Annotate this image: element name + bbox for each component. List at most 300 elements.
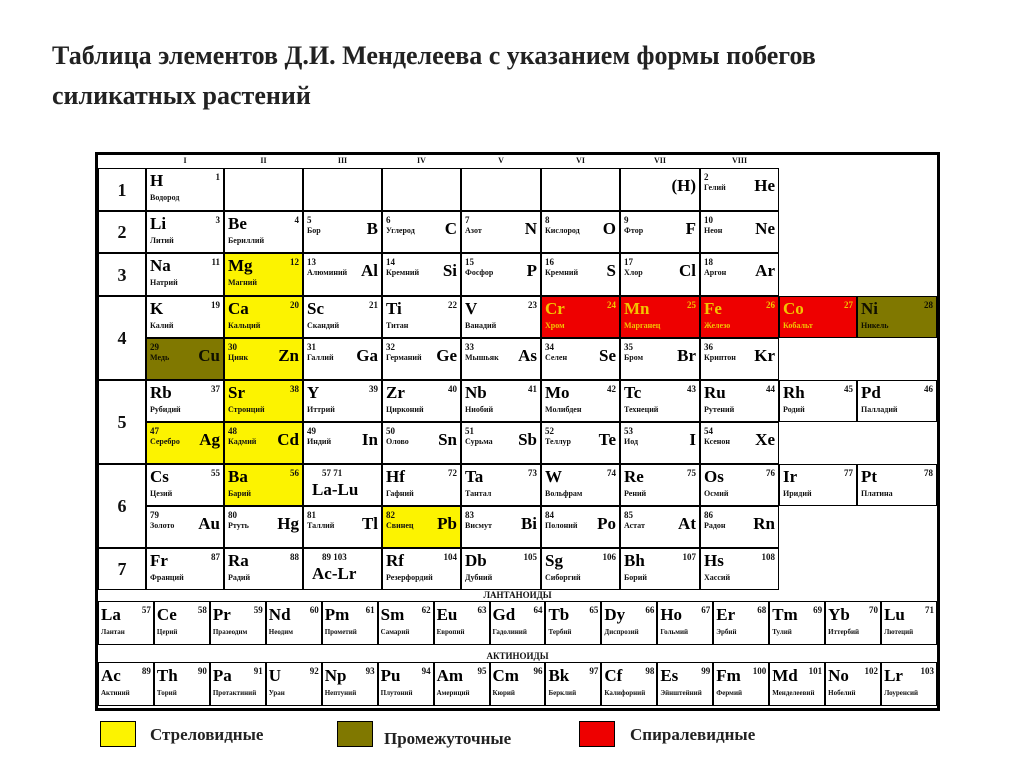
element-name: Аргон [704, 268, 727, 277]
atomic-number: 32 [386, 342, 395, 352]
atomic-number: 1 [215, 172, 220, 182]
element-name: Хассий [704, 573, 731, 582]
element-name: Радон [704, 521, 726, 530]
element-symbol: Ac [101, 666, 121, 685]
atomic-number: 69 [813, 605, 823, 615]
element-cell-ba[interactable] [224, 464, 303, 506]
f-element-cell-dy[interactable] [601, 601, 657, 645]
f-element-cell-lr[interactable] [881, 662, 937, 706]
element-cell-i[interactable] [620, 422, 700, 464]
element-name: Висмут [465, 521, 492, 530]
atomic-number: 16 [545, 257, 554, 267]
element-symbol: Cf [604, 666, 623, 685]
f-element-cell-am[interactable] [434, 662, 490, 706]
atomic-number: 33 [465, 342, 474, 352]
element-cell-li[interactable] [146, 211, 224, 253]
element-cell-at[interactable] [620, 506, 700, 548]
atomic-number: 99 [701, 666, 711, 676]
atomic-number: 89 103 [322, 552, 347, 562]
f-element-cell-yb[interactable] [825, 601, 881, 645]
element-name: Кремний [545, 268, 579, 277]
f-element-cell-ho[interactable] [657, 601, 713, 645]
element-symbol: Ce [156, 605, 177, 624]
element-cell-o[interactable] [541, 211, 620, 253]
element-symbol: Kr [754, 346, 775, 365]
atomic-number: 94 [421, 666, 431, 676]
atomic-number: 10 [704, 215, 713, 225]
element-name: Лютеций [884, 628, 914, 636]
element-symbol: O [602, 219, 616, 238]
element-cell-zn[interactable] [224, 338, 303, 380]
atomic-number: 76 [766, 468, 775, 478]
element-symbol: Gd [492, 605, 516, 624]
atomic-number: 80 [228, 510, 237, 520]
element-name: Мышьяк [465, 353, 499, 362]
group-header-1: I [183, 156, 187, 165]
element-symbol: Mo [545, 383, 570, 402]
element-cell-xe[interactable] [700, 422, 779, 464]
element-symbol: K [150, 299, 164, 318]
element-symbol: Dy [604, 605, 626, 624]
atomic-number: 11 [211, 257, 220, 267]
atomic-number: 45 [844, 384, 853, 394]
element-cell-cs[interactable] [146, 464, 224, 506]
atomic-number: 49 [307, 426, 316, 436]
element-symbol: Sg [545, 551, 563, 570]
element-name: Свинец [386, 521, 414, 530]
element-cell-tc[interactable] [620, 380, 700, 422]
element-name: Олово [386, 437, 409, 446]
atomic-number: 31 [307, 342, 316, 352]
f-element-cell-pa[interactable] [210, 662, 266, 706]
atomic-number: 52 [545, 426, 554, 436]
legend-label-olive: Промежуточные [384, 729, 512, 748]
element-cell-br[interactable] [620, 338, 700, 380]
element-symbol: Er [716, 605, 736, 624]
element-name: Кислород [545, 226, 580, 235]
element-symbol: Sr [228, 383, 245, 402]
element-cell-ra[interactable] [224, 548, 303, 590]
element-symbol: Pr [212, 605, 231, 624]
element-symbol: Np [324, 666, 347, 685]
element-name: Вольфрам [545, 489, 583, 498]
atomic-number: 74 [607, 468, 616, 478]
group-header-3: III [337, 156, 348, 165]
element-cell-pd[interactable] [857, 380, 937, 422]
element-name: Прометий [324, 628, 357, 636]
element-symbol: Cs [150, 467, 169, 486]
period-number-2: 2 [117, 222, 127, 242]
f-element-cell-pr[interactable] [210, 601, 266, 645]
atomic-number: 56 [290, 468, 299, 478]
element-cell-co[interactable] [779, 296, 857, 338]
element-cell-ne[interactable] [700, 211, 779, 253]
element-cell-pb[interactable] [382, 506, 461, 548]
element-symbol: Ba [228, 467, 248, 486]
element-name: Лоуренсий [884, 689, 919, 697]
element-cell-cu[interactable] [146, 338, 224, 380]
element-symbol: Li [150, 214, 167, 233]
element-cell-te[interactable] [541, 422, 620, 464]
f-element-cell-ac[interactable] [98, 662, 154, 706]
element-cell-ir[interactable] [779, 464, 857, 506]
element-cell-sr[interactable] [224, 380, 303, 422]
element-name: Резерфордий [386, 573, 433, 582]
element-name: Рутений [704, 405, 735, 414]
f-element-cell-u[interactable] [266, 662, 322, 706]
element-cell-(h)[interactable] [620, 168, 700, 211]
element-symbol: Cl [679, 261, 696, 280]
element-cell-zr[interactable] [382, 380, 461, 422]
element-cell-fr[interactable] [146, 548, 224, 590]
element-symbol: Cr [545, 299, 565, 318]
element-name: Гелий [704, 183, 726, 192]
element-symbol: Db [465, 551, 487, 570]
element-name: Гольмий [660, 628, 689, 636]
element-cell-hf[interactable] [382, 464, 461, 506]
atomic-number: 46 [924, 384, 933, 394]
element-name: Кобальт [783, 321, 813, 330]
element-cell-w[interactable] [541, 464, 620, 506]
element-cell-tl[interactable] [303, 506, 382, 548]
atomic-number: 8 [545, 215, 550, 225]
element-symbol: Rf [386, 551, 404, 570]
element-name: Теллур [545, 437, 572, 446]
legend-swatch-red [579, 721, 615, 747]
element-cell-bi[interactable] [461, 506, 541, 548]
element-cell-ar[interactable] [700, 253, 779, 296]
atomic-number: 23 [528, 300, 537, 310]
element-name: Кюрий [492, 689, 515, 697]
element-symbol: F [685, 219, 696, 238]
element-symbol: Sb [518, 430, 537, 449]
element-cell-hs[interactable] [700, 548, 779, 590]
element-symbol: Br [677, 346, 696, 365]
element-cell-as[interactable] [461, 338, 541, 380]
element-symbol: Lr [884, 666, 903, 685]
element-name: Ванадий [465, 321, 497, 330]
atomic-number: 27 [844, 300, 853, 310]
atomic-number: 36 [704, 342, 713, 352]
f-element-cell-md[interactable] [769, 662, 825, 706]
element-cell-al[interactable] [303, 253, 382, 296]
element-cell-mn[interactable] [620, 296, 700, 338]
element-cell-ag[interactable] [146, 422, 224, 464]
element-cell-sb[interactable] [461, 422, 541, 464]
element-symbol: Pd [861, 383, 881, 402]
element-name: Нобелий [828, 689, 856, 697]
atomic-number: 66 [645, 605, 655, 615]
element-cell-ga[interactable] [303, 338, 382, 380]
element-cell-rf[interactable] [382, 548, 461, 590]
element-name: Платина [861, 489, 893, 498]
atomic-number: 108 [761, 552, 775, 562]
f-element-cell-th[interactable] [154, 662, 210, 706]
f-element-cell-tb[interactable] [545, 601, 601, 645]
atomic-number: 75 [687, 468, 696, 478]
element-cell-v[interactable] [461, 296, 541, 338]
element-name: Никель [861, 321, 889, 330]
element-name: Диспрозий [604, 628, 639, 636]
element-name: Магний [228, 278, 258, 287]
element-symbol: As [518, 346, 537, 365]
atomic-number: 89 [141, 666, 151, 676]
element-cell-os[interactable] [700, 464, 779, 506]
atomic-number: 26 [766, 300, 775, 310]
atomic-number: 95 [477, 666, 487, 676]
element-symbol: P [526, 261, 537, 280]
element-cell-ge[interactable] [382, 338, 461, 380]
element-cell-ca[interactable] [224, 296, 303, 338]
element-cell-c[interactable] [382, 211, 461, 253]
element-cell-rb[interactable] [146, 380, 224, 422]
element-name: Неон [704, 226, 723, 235]
f-element-cell-eu[interactable] [434, 601, 490, 645]
element-name: Хром [545, 321, 565, 330]
element-symbol: Ti [386, 299, 402, 318]
atomic-number: 37 [211, 384, 220, 394]
f-element-cell-no[interactable] [825, 662, 881, 706]
atomic-number: 3 [215, 215, 220, 225]
atomic-number: 57 [141, 605, 151, 615]
f-element-cell-pm[interactable] [322, 601, 378, 645]
atomic-number: 21 [369, 300, 378, 310]
element-name: Европий [436, 628, 465, 636]
group-header-6: VI [576, 156, 585, 165]
period-number-4: 4 [117, 328, 127, 348]
element-cell-mg[interactable] [224, 253, 303, 296]
element-cell-he[interactable] [700, 168, 779, 211]
atomic-number: 84 [545, 510, 554, 520]
atomic-number: 47 [150, 426, 159, 436]
element-name: Бром [624, 353, 644, 362]
element-name: Ксенон [704, 437, 731, 446]
atomic-number: 53 [624, 426, 633, 436]
atomic-number: 59 [253, 605, 263, 615]
atomic-number: 5 [307, 215, 312, 225]
element-cell-in[interactable] [303, 422, 382, 464]
element-cell-s[interactable] [541, 253, 620, 296]
element-name: Полоний [545, 521, 578, 530]
element-cell-la-lu[interactable] [303, 464, 382, 506]
atomic-number: 35 [624, 342, 633, 352]
atomic-number: 88 [290, 552, 299, 562]
element-cell-ru[interactable] [700, 380, 779, 422]
element-symbol: Nb [465, 383, 487, 402]
element-cell-sn[interactable] [382, 422, 461, 464]
element-cell-n[interactable] [461, 211, 541, 253]
element-cell-hg[interactable] [224, 506, 303, 548]
element-cell-sg[interactable] [541, 548, 620, 590]
element-symbol: Cu [198, 346, 220, 365]
element-name: Бериллий [228, 236, 265, 245]
element-symbol: Eu [436, 605, 458, 624]
element-name: Дубний [465, 573, 493, 582]
element-cell-cr[interactable] [541, 296, 620, 338]
element-symbol: Tm [772, 605, 798, 624]
atomic-number: 48 [228, 426, 237, 436]
f-element-cell-cf[interactable] [601, 662, 657, 706]
element-name: Медь [150, 353, 170, 362]
atomic-number: 102 [864, 666, 879, 676]
element-symbol: Po [597, 514, 616, 533]
f-element-cell-cm[interactable] [490, 662, 546, 706]
element-name: Уран [268, 689, 285, 697]
f-element-cell-es[interactable] [657, 662, 713, 706]
element-symbol: Mg [228, 256, 253, 275]
element-symbol: Si [442, 261, 457, 280]
element-symbol: Bi [520, 514, 537, 533]
atomic-number: 78 [924, 468, 933, 478]
element-cell-be[interactable] [224, 211, 303, 253]
element-cell-na[interactable] [146, 253, 224, 296]
element-cell-y[interactable] [303, 380, 382, 422]
atomic-number: 30 [228, 342, 237, 352]
element-cell-po[interactable] [541, 506, 620, 548]
f-element-cell-fm[interactable] [713, 662, 769, 706]
element-cell-cd[interactable] [224, 422, 303, 464]
element-name: Иод [624, 437, 639, 446]
atomic-number: 39 [369, 384, 378, 394]
element-cell-ni[interactable] [857, 296, 937, 338]
element-name: Гафний [386, 489, 414, 498]
element-symbol: Fm [716, 666, 741, 685]
element-symbol: Au [198, 514, 220, 533]
element-name: Фермий [716, 689, 743, 697]
f-element-cell-pu[interactable] [378, 662, 434, 706]
element-symbol: La-Lu [312, 480, 359, 499]
atomic-number: 24 [607, 300, 616, 310]
atomic-number: 41 [528, 384, 537, 394]
element-symbol: Rh [783, 383, 805, 402]
element-cell-pt[interactable] [857, 464, 937, 506]
group-header-5: V [498, 156, 504, 165]
element-cell-p[interactable] [461, 253, 541, 296]
f-element-cell-lu[interactable] [881, 601, 937, 645]
atomic-number: 61 [365, 605, 375, 615]
element-name: Осмий [704, 489, 729, 498]
element-cell-h[interactable] [146, 168, 224, 211]
element-cell-b[interactable] [303, 211, 382, 253]
element-name: Тербий [548, 628, 572, 636]
element-cell-sc[interactable] [303, 296, 382, 338]
atomic-number: 86 [704, 510, 713, 520]
element-cell-ac-lr[interactable] [303, 548, 382, 590]
element-symbol: Fr [150, 551, 168, 570]
element-cell-ta[interactable] [461, 464, 541, 506]
atomic-number: 13 [307, 257, 316, 267]
atomic-number: 34 [545, 342, 554, 352]
element-cell-fe[interactable] [700, 296, 779, 338]
element-symbol: Tl [361, 514, 378, 533]
element-name: Эрбий [716, 628, 737, 636]
atomic-number: 62 [421, 605, 431, 615]
atomic-number: 4 [294, 215, 299, 225]
period-number-6: 6 [117, 496, 127, 516]
atomic-number: 106 [602, 552, 616, 562]
atomic-number: 87 [211, 552, 220, 562]
element-cell-mo[interactable] [541, 380, 620, 422]
element-cell-k[interactable] [146, 296, 224, 338]
element-name: Фосфор [465, 268, 494, 277]
element-name: Торий [156, 689, 177, 697]
element-name: Палладий [861, 405, 898, 414]
element-name: Азот [465, 226, 482, 235]
atomic-number: 90 [197, 666, 207, 676]
element-cell-si[interactable] [382, 253, 461, 296]
element-name: Литий [150, 236, 174, 245]
f-element-cell-la[interactable] [98, 601, 154, 645]
atomic-number: 19 [211, 300, 220, 310]
element-cell-db[interactable] [461, 548, 541, 590]
element-name: Астат [624, 521, 645, 530]
element-symbol: Xe [755, 430, 775, 449]
atomic-number: 82 [386, 510, 395, 520]
element-symbol: (H) [671, 176, 696, 195]
element-symbol: Bh [624, 551, 645, 570]
element-cell-bh[interactable] [620, 548, 700, 590]
element-cell-rh[interactable] [779, 380, 857, 422]
f-element-cell-bk[interactable] [545, 662, 601, 706]
element-cell-nb[interactable] [461, 380, 541, 422]
element-cell-ti[interactable] [382, 296, 461, 338]
element-symbol: Th [156, 666, 178, 685]
group-header-8: VIII [731, 156, 748, 165]
element-cell-cl[interactable] [620, 253, 700, 296]
element-name: Кальций [228, 321, 261, 330]
f-element-cell-nd[interactable] [266, 601, 322, 645]
element-cell-f[interactable] [620, 211, 700, 253]
f-element-cell-np[interactable] [322, 662, 378, 706]
atomic-number: 71 [924, 605, 934, 615]
element-cell-kr[interactable] [700, 338, 779, 380]
atomic-number: 29 [150, 342, 159, 352]
atomic-number: 92 [309, 666, 319, 676]
element-symbol: Co [783, 299, 804, 318]
element-name: Нептуний [324, 689, 357, 697]
atomic-number: 68 [757, 605, 767, 615]
element-name: Родий [783, 405, 805, 414]
element-name: Натрий [150, 278, 178, 287]
element-name: Галлий [307, 353, 334, 362]
f-element-cell-sm[interactable] [378, 601, 434, 645]
atomic-number: 43 [687, 384, 696, 394]
atomic-number: 83 [465, 510, 474, 520]
element-symbol: Te [598, 430, 616, 449]
atomic-number: 79 [150, 510, 159, 520]
f-element-cell-gd[interactable] [490, 601, 546, 645]
element-cell-se[interactable] [541, 338, 620, 380]
element-symbol: Rb [150, 383, 172, 402]
element-symbol: Ho [660, 605, 683, 624]
atomic-number: 9 [624, 215, 629, 225]
group-header-7: VII [653, 156, 666, 165]
element-name: Селен [545, 353, 568, 362]
element-name: Берклий [548, 689, 577, 697]
element-cell-au[interactable] [146, 506, 224, 548]
f-element-cell-er[interactable] [713, 601, 769, 645]
element-symbol: Sc [307, 299, 324, 318]
element-name: Молибден [545, 405, 582, 414]
atomic-number: 6 [386, 215, 391, 225]
atomic-number: 103 [920, 666, 934, 676]
f-element-cell-ce[interactable] [154, 601, 210, 645]
atomic-number: 25 [687, 300, 696, 310]
element-symbol: Sn [438, 430, 457, 449]
element-cell-rn[interactable] [700, 506, 779, 548]
element-cell-re[interactable] [620, 464, 700, 506]
f-element-cell-tm[interactable] [769, 601, 825, 645]
